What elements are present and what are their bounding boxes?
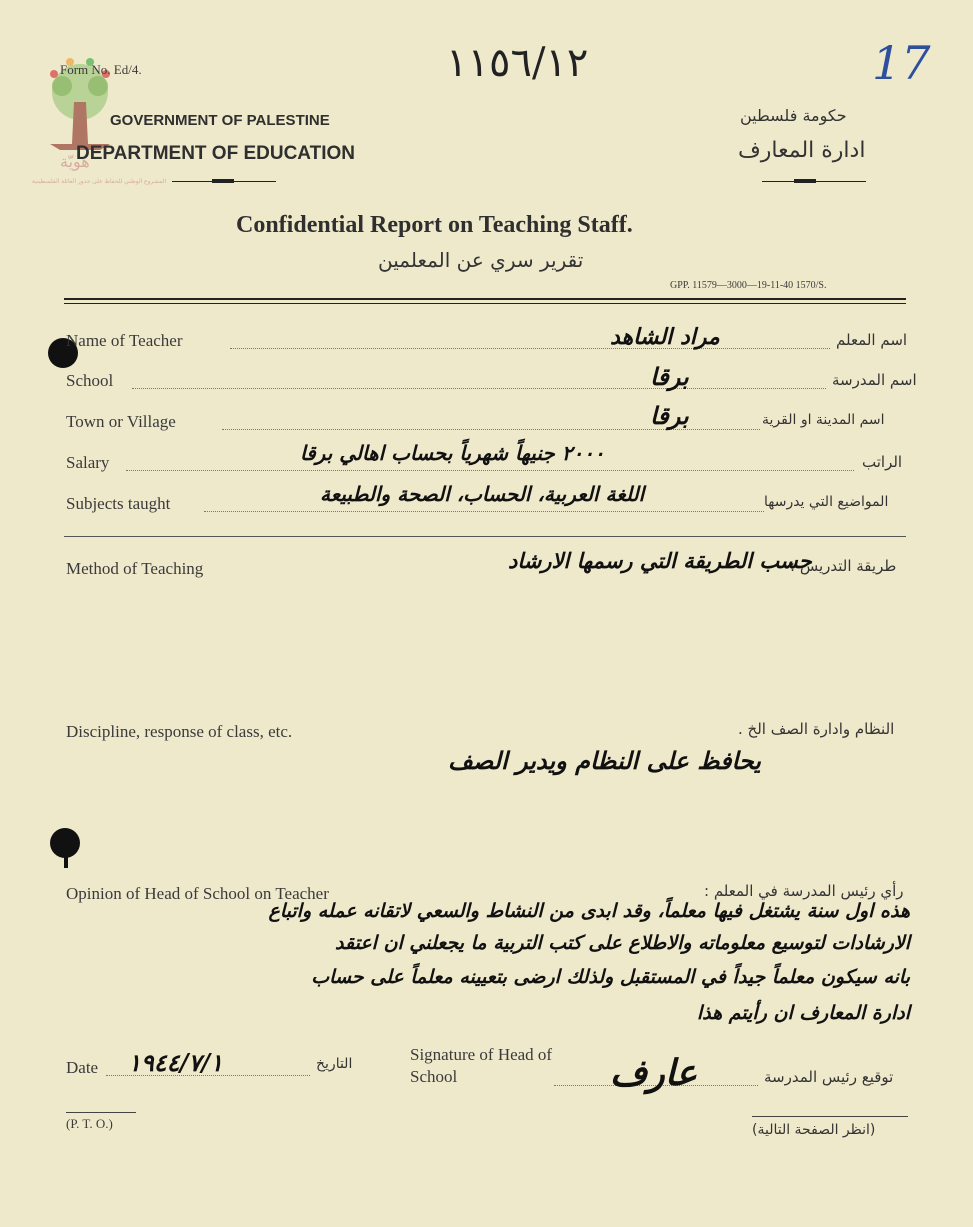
field-dots xyxy=(132,388,826,389)
report-title-ar: تقرير سري عن المعلمين xyxy=(378,248,584,272)
department-title-en: DEPARTMENT OF EDUCATION xyxy=(76,143,356,164)
method-value: حسب الطريقة التي رسمها الارشاد xyxy=(508,548,812,573)
method-label-en: Method of Teaching xyxy=(66,559,204,578)
field-dots xyxy=(204,511,764,512)
field-label-ar: المواضيع التي يدرسها xyxy=(764,494,889,510)
opinion-line: بانه سيكون معلماً جيداً في المستقبل ولذلك ارضى بتعيينه معلماً على حساب xyxy=(311,966,910,988)
watermark-caption: المشروع الوطني للحفاظ على جذور العائلة الفلسطينية xyxy=(32,179,167,185)
field-value: اللغة العربية، الحساب، الصحة والطبيعة xyxy=(320,482,645,506)
method-label-ar: طريقة التدريس : xyxy=(790,557,897,575)
field-dots xyxy=(230,348,830,349)
discipline-label-ar: النظام وادارة الصف الخ . xyxy=(738,720,895,738)
field-label-ar: اسم المدرسة xyxy=(832,371,917,389)
date-label-ar: التاريخ xyxy=(316,1056,353,1072)
watermark-org-name: هُويّة xyxy=(60,154,90,171)
report-title-en: Confidential Report on Teaching Staff. xyxy=(236,212,633,238)
signature-label-en: Signature of Head of School xyxy=(410,1045,553,1086)
signature-label-ar: توقيع رئيس المدرسة xyxy=(764,1068,894,1086)
opinion-line: الارشادات لتوسيع معلوماته والاطلاع على كتب التربية ما يجعلني ان اعتقد xyxy=(335,932,910,954)
file-number: ١١٥٦/١٢ xyxy=(446,40,589,86)
field-label-en: School xyxy=(66,371,114,390)
field-label-en: Subjects taught xyxy=(66,494,171,513)
field-label-en: Name of Teacher xyxy=(66,331,183,350)
field-label-en: Town or Village xyxy=(66,412,176,431)
field-dots xyxy=(126,470,854,471)
pto-ar: (انظر الصفحة التالية) xyxy=(752,1122,876,1138)
field-label-en: Salary xyxy=(66,453,110,472)
title-double-rule-bottom xyxy=(64,303,906,304)
header-rule-right-mark xyxy=(794,179,816,183)
field-label-ar: الراتب xyxy=(862,453,903,471)
punch-hole-tail xyxy=(64,852,68,868)
field-value: برقا xyxy=(650,362,689,391)
field-value: ٢٠٠٠ جنيهاً شهرياً بحساب اهالي برقا xyxy=(300,441,605,465)
page-number: 17 xyxy=(872,36,931,90)
date-value: ١٩٤٤/٧/١ xyxy=(128,1048,223,1077)
discipline-label-en: Discipline, response of class, etc. xyxy=(66,722,293,741)
fields-separator xyxy=(64,536,906,537)
pto-rule-right xyxy=(752,1116,908,1117)
pto-en: (P. T. O.) xyxy=(66,1116,113,1131)
opinion-line: هذه اول سنة يشتغل فيها معلماً، وقد ابدى من النشاط والسعي لاتقانه عمله واتباع xyxy=(268,900,910,922)
government-title-ar: حكومة فلسطين xyxy=(740,106,847,125)
opinion-line: ادارة المعارف ان رأيتم هذا xyxy=(696,1002,910,1024)
field-value: مراد الشاهد xyxy=(610,324,720,350)
pto-rule-left xyxy=(66,1112,136,1113)
field-label-ar: اسم المعلم xyxy=(836,331,908,349)
department-title-ar: ادارة المعارف xyxy=(738,138,866,163)
date-label-en: Date xyxy=(66,1058,99,1077)
print-reference: GPP. 11579—3000—19-11-40 1570/S. xyxy=(670,280,827,291)
opinion-label-en: Opinion of Head of School on Teacher xyxy=(66,884,329,903)
title-double-rule-top xyxy=(64,298,906,300)
form-number: Form No. Ed/4. xyxy=(60,62,142,77)
field-label-ar: اسم المدينة او القرية xyxy=(762,412,885,428)
field-value: برقا xyxy=(650,401,689,430)
signature-value: عارف xyxy=(610,1052,698,1094)
header-rule-left-mark xyxy=(212,179,234,183)
discipline-value: يحافظ على النظام ويدير الصف xyxy=(448,746,761,775)
opinion-label-ar: رأي رئيس المدرسة في المعلم : xyxy=(704,882,904,900)
government-title-en: GOVERNMENT OF PALESTINE xyxy=(110,112,330,129)
